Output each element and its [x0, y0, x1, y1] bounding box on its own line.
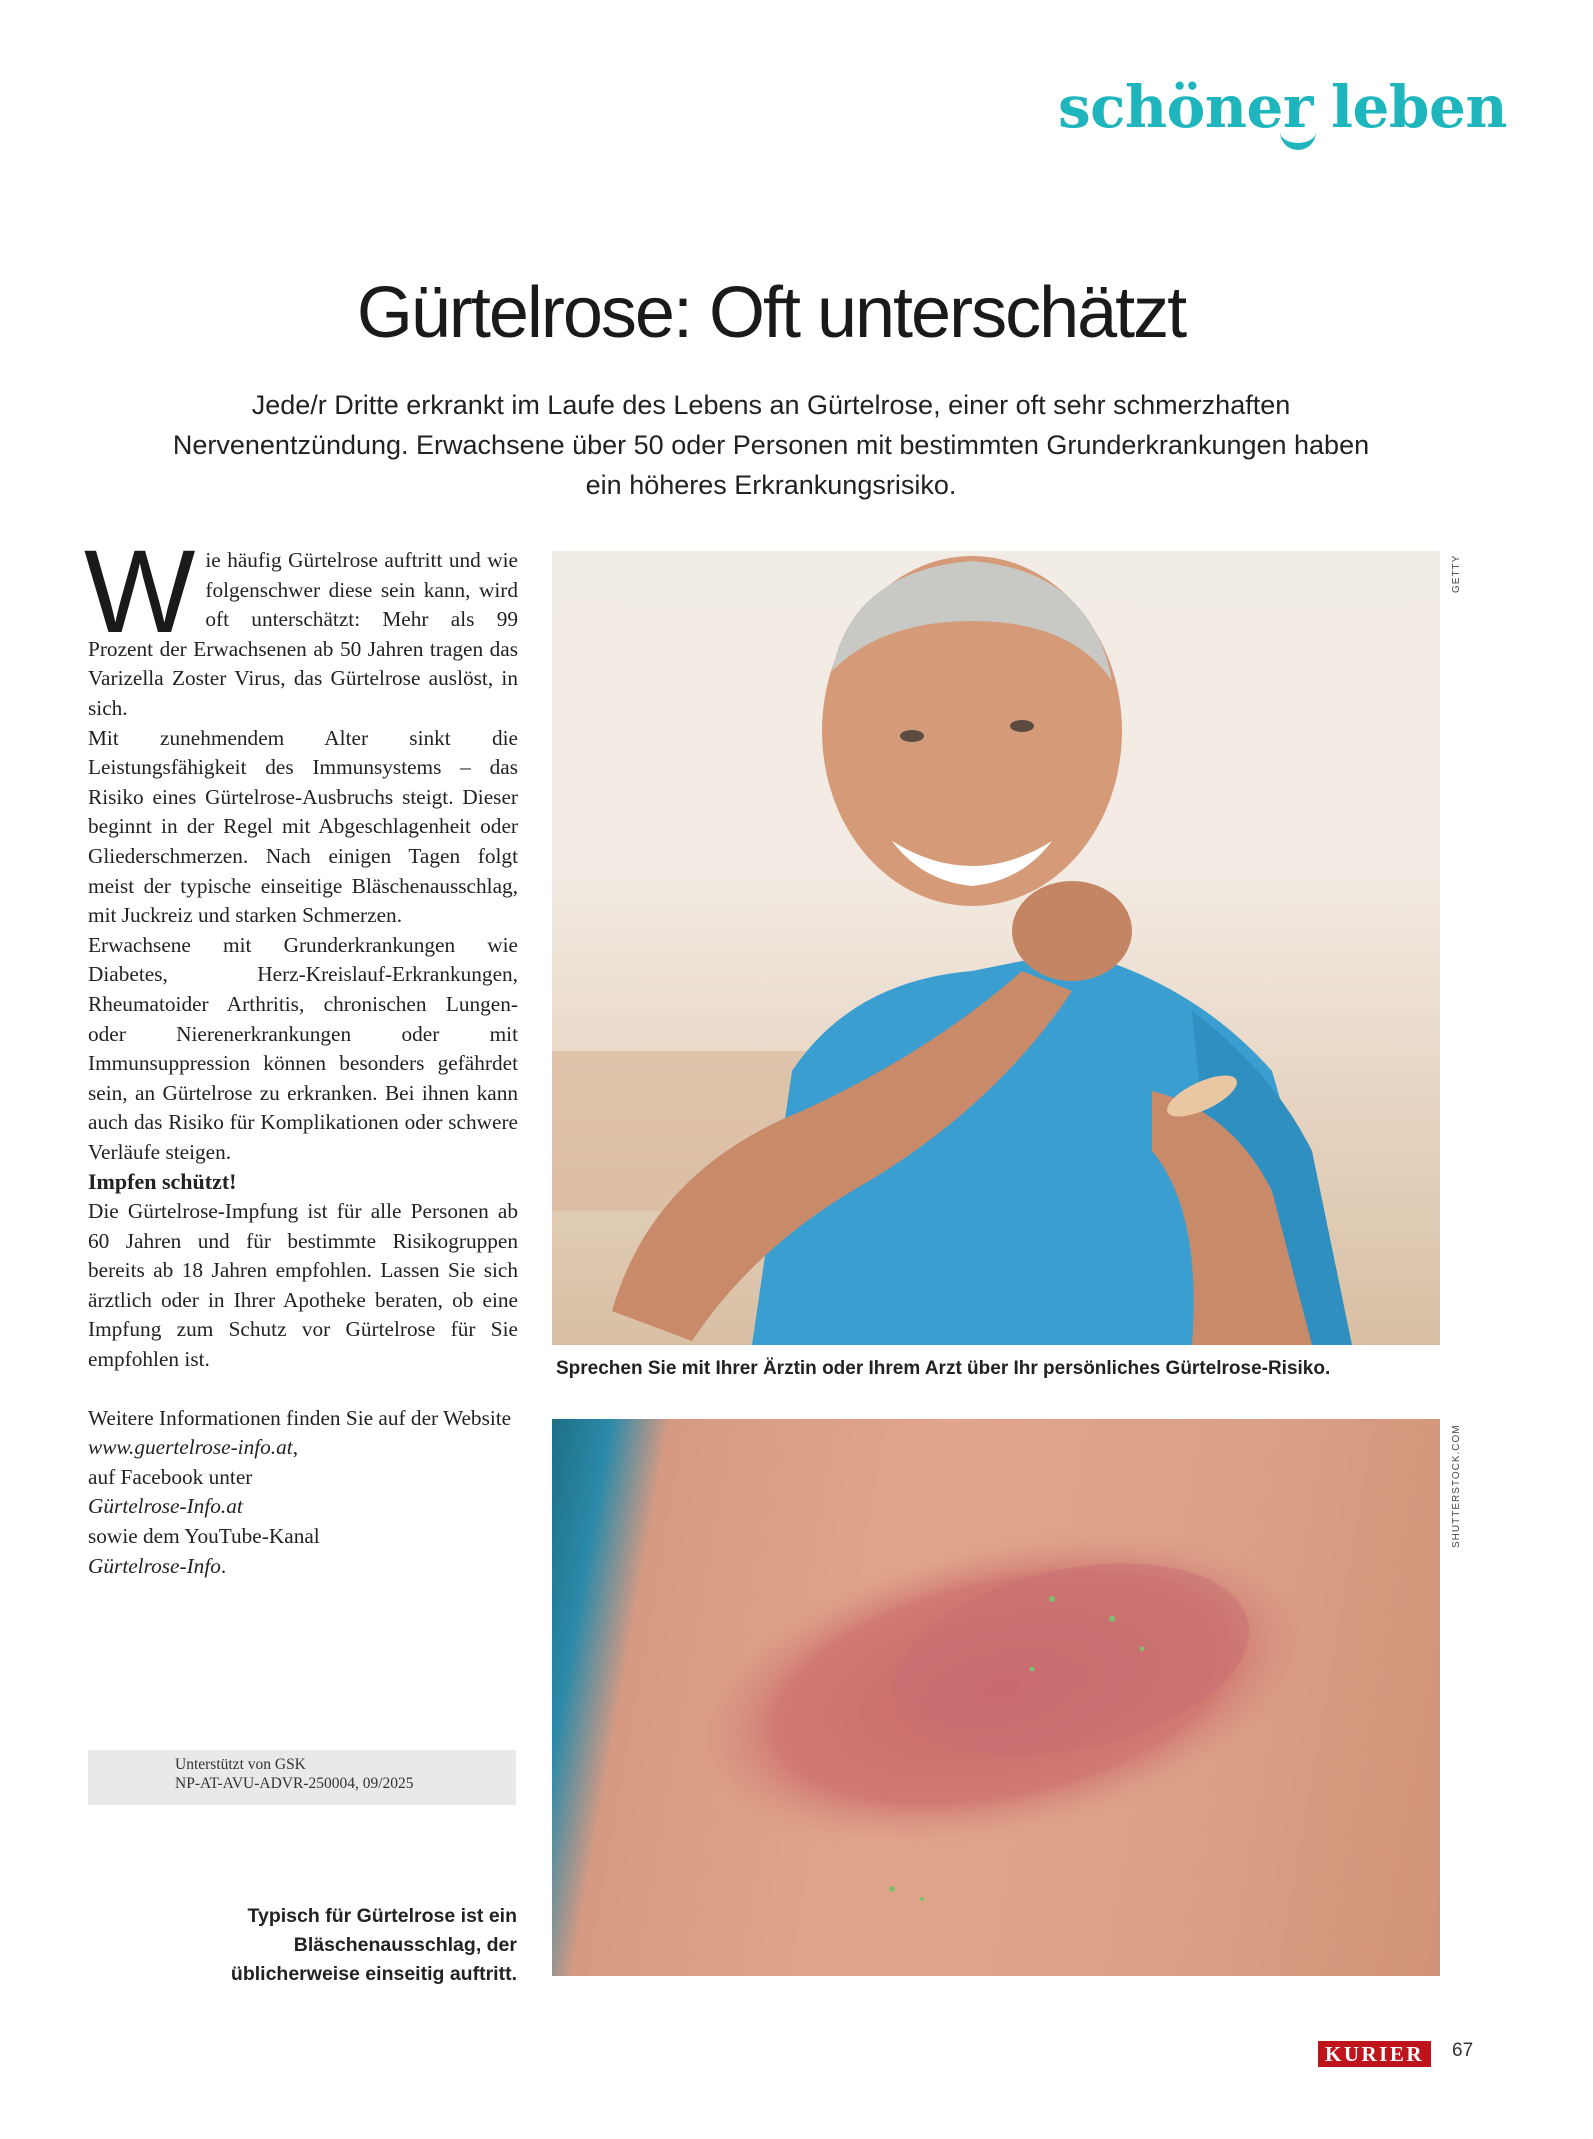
paragraph-3: Erwachsene mit Grunderkrankungen wie Diabetes, Herz-Kreislauf-Erkrankungen, Rheumatoider Arthritis, chronischen Lungen- oder Nierenerkrankungen oder mit Immunsuppression können besonders gefährdet sein, an Gürtelrose zu erkranken. Bei ihnen kann auch das Risiko für Komplikationen oder schwere Verläufe steigen.	[88, 932, 518, 1164]
photo-man-with-plaster	[552, 551, 1440, 1345]
paragraph-intro: Wie häufig Gürtelrose auftritt und wie folgenschwer diese sein kann, wird oft unterschätzt: Mehr als 99 Prozent der Erwachsenen ab 50 Jahren tragen das Varizella Zoster Virus, das Gürtelrose auslöst, in sich.	[84, 526, 518, 720]
rash-illustration-icon	[552, 1419, 1440, 1976]
youtube-link[interactable]: Gürtelrose-Info	[88, 1553, 221, 1578]
page-number: 67	[1452, 2040, 1474, 2061]
man-illustration-icon	[552, 551, 1440, 1345]
drop-cap: W	[84, 526, 196, 658]
article-lead: Jede/r Dritte erkrankt im Laufe des Lebens an Gürtelrose, einer oft sehr schmerzhaften Nervenentzündung. Erwachsene über 50 oder Personen mit bestimmten Grunderkrankungen haben ein höheres Erkrankungsrisiko.	[172, 390, 1370, 500]
smile-underline-icon	[1280, 132, 1316, 150]
facebook-link[interactable]: Gürtelrose-Info.at	[88, 1494, 243, 1519]
website-link[interactable]: www.guertelrose-info.at	[88, 1435, 293, 1460]
paragraph-4: Die Gürtelrose-Impfung ist für alle Personen ab 60 Jahren und für bestimmte Risikogruppen bereits ab 18 Jahren empfohlen. Lassen Sie sich ärztlich oder in Ihrer Apotheke beraten, ob eine Impfung zum Schutz vor Gürtelrose für Sie empfohlen ist.	[88, 1199, 518, 1372]
brand-part-1: schöner	[1058, 73, 1313, 141]
photo-credit-shutterstock: SHUTTERSTOCK.COM	[1451, 1424, 1462, 1548]
sponsor-box: Unterstützt von GSK NP-AT-AVU-ADVR-250004, 09/2025	[88, 1750, 516, 1805]
section-brand-logo	[1058, 73, 1508, 141]
brand-part-2: leben	[1330, 73, 1508, 141]
info-block: Weitere Informationen finden Sie auf der Website www.guertelrose-info.at, auf Facebook unter Gürtelrose-Info.at sowie dem YouTube-Kanal Gürtelrose-Info.	[88, 1405, 512, 1578]
paragraph-2: Mit zunehmendem Alter sinkt die Leistungsfähigkeit des Immunsystems – das Risiko eines Gürtelrose-Ausbruchs steigt. Dieser beginnt in der Regel mit Abgeschlagenheit oder Gliederschmerzen. Nach einigen Tagen folgt meist der typische einseitige Bläschenausschlag, mit Juckreiz und starken Schmerzen.	[88, 725, 518, 928]
publication-logo: KURIER	[1318, 2041, 1431, 2067]
photo-shingles-rash	[552, 1419, 1440, 1976]
article-headline: Gürtelrose: Oft unterschätzt	[356, 273, 1186, 353]
caption-photo-1: Sprechen Sie mit Ihrer Ärztin oder Ihrem Arzt über Ihr persönliches Gürtelrose-Risiko.	[556, 1358, 1331, 1379]
caption-photo-2: Typisch für Gürtelrose ist ein Bläschenausschlag, der üblicherweise einseitig auftritt.	[230, 1905, 517, 1985]
article-body	[84, 526, 518, 1581]
subheading: Impfen schützt!	[88, 1169, 237, 1195]
photo-credit-getty: GETTY	[1451, 554, 1462, 593]
